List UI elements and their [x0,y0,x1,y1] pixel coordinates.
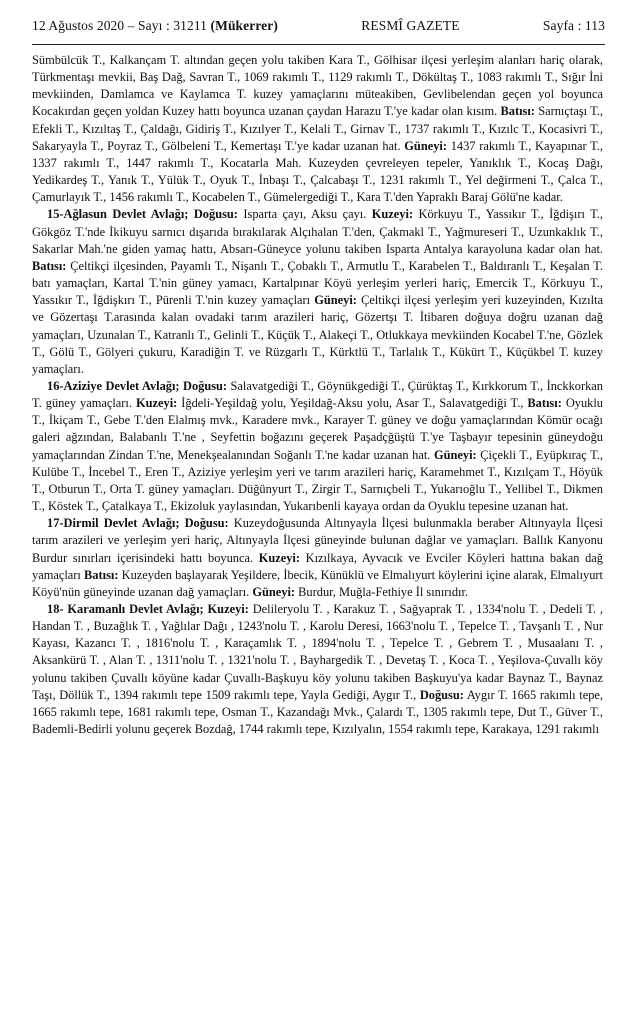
text-run: Sümbülcük T., Kalkançam T. altından geçen yolu takiben Kara T., Gölhisar ilçesi yerleşim alanları hariç olarak, Türkmentaşı mevkii, Baş Dağ, Savran T., 1069 rakımlı T., 1129 rakımlı T., Dökültaş T., 1083 rakımlı T., Sığır İni mevkiinden, Damlamca ve Kaylamca T. kuzey yamaçlarını müteakiben, Gevlibelendan geçen yol boyunca Kocakırdan geçen yoldan Kuzey hattı boyunca uzanan çaydan Harazu T.'ye kadar olan kısım. [32,53,603,119]
text-run: 1437 rakımlı T., Kayapınar T., 1337 rakımlı T., 1447 rakımlı T., Kocatarla Mah. Kuzeyden çevreleyen tepeler, Yanıklık T., Kocaş Dağı, Yedikardeş T., Yanık T., Yülük T., Oyuk T., İnbaşı T., Çalcabaşı T., 1231 rakımlı T., Yel değirmeni T., Çalca T., Çamurlayık T., 1456 rakımlı T., Kocabelen T., Gümelergediği T., Kara T.'den Yapraklı Baraj Gölü'ne kadar. [32,138,603,205]
paragraph-aglasun [32,206,603,378]
issue-repeat-label: (Mükerrer) [210,18,278,33]
text-run: Körkuyu T., Yassıkır T., İğdişırı T., Gökgöz T.'nde İkikuyu sarnıcı dışarıda bırakılarak Alçıhalan T.'den, Çakmakl T., Yağmureseri T., Uzunkaklık T., Sakarlar Mah.'ne giden yamaç hattı, Absarı-Güneyce yolunu takiben Isparta Antalya karayoluna kadar olan hat. [32,207,603,256]
bold-label: Kuzeyi: [135,396,178,411]
bold-label: Batısı: [32,258,67,273]
text-run: Çeltikçi ilçesinden, Payamlı T., Nişanlı T., Çobaklı T., Armutlu T., Karabelen T., Baldıranlı T., Keşalan T. batı yamaçları, Kartal T.'nin güney yamacı, Kartalpınar Köyü yerleşim yerleri hariç, Emercik T., Körkuyu T., Yassıkır T., İğdişkırı T., Pürenli T.'nin kuzey yamaçları [32,258,603,308]
bold-label: Kuzeyi: [258,550,300,565]
bold-label: Güneyi: [404,138,447,153]
text-run: Çeltikçi ilçesi yerleşim yeri kuzeyinden, Kızılta ve Gözertaşı T.arasında kalan ovadaki tarım arazileri hariç, Gözertşı T. İtibaren doğuya doğru uzanan dağ yamaçları, Uzunalan T., Katranlı T., Gelinli T., Küçük T., Alakeçi T., Otlukkaya mevkiinden Kocabel T.'ne, Gözlek T., Gölü T., Gölyeri çukuru, Karadiğin T. ve Rüzgarlı T., Kürktlü T., Tarlalık T., Kükürt T., Küçükbel T. kuzey yamaçları. [32,293,604,376]
text-run: Kızılkaya, Ayvacık ve Evciler Köyleri hattına bakan dağ yamaçları [32,550,603,582]
bold-label: 18- Karamanlı Devlet Avlağı; Kuzeyi: [47,602,249,616]
page-number: Sayfa : 113 [542,18,605,33]
text-run: Delileryolu T. , Karakuz T. , Sağyaprak T. , 1334'nolu T. , Dedeli T. , Handan T. , Buzağlık T. , Yağlılar Dağı , 1243'nolu T. , Karolu Deresi, 1663'nolu T. , Tepelce T. , Tavşanlı T. , Nur Kayası, Kazancı T. , 1816'nolu T. , Karaçamlık T. , 1894'nolu T. , Tepelce T. , Gebrem T. , Musaalanı T. , Aksankürü T. , Alan T. , 1311'nolu T. , 1321'nolu T. , Bayhargedik T. , Devetaş T. , Koca T. , Yeşilova-Çuvallı köy yolunu takiben Çuvallı köyüne kadar Çuvallı-Başkuyu köy yolunu takiben Başkuyu'ya kadar Baynaz T., Baynaz Taşı, Döllük T., 1394 rakımlı tepe 1509 rakımlı tepe, Yayla Gediği, Aygır T., [32,602,603,702]
paragraph-dirmil [32,515,603,601]
paragraph-continuation [32,52,603,206]
bold-label: Doğusu: [419,687,464,702]
bold-label: Kuzeyi: [371,207,414,222]
text-run: Salavatgediği T., Göynükgediği T., Çürüktaş T., Kırkkorum T., İnckkorkan T. güney yamaçları. [32,378,603,411]
page-header [32,18,605,38]
bold-label: 16-Aziziye Devlet Avlağı; Doğusu: [47,378,228,393]
paragraph-aziziye [32,378,603,515]
bold-label: Güneyi: [433,447,477,462]
bold-label: Batısı: [500,104,535,119]
issue-date-number: 12 Ağustos 2020 – Sayı : 31211 [32,18,211,33]
header-divider [32,44,605,45]
bold-label: Batısı: [84,567,119,582]
text-run: Oyuklu T., İkiçam T., Gebe T.'den Elalmış mvk., Karadere mvk., Karayer T. güney ve doğu yamaçlarından Kömür ocağı galeri ağzından, Balabanlı T.'ne , Seyfettin boğazını geçerek Paşadçğüştü T.'ye Taşbayır tepesinin güneydoğu yamaçlarından Zindan T.'ne, Menekşealanından Soğanlı T.'ne kadar uzanan hat. [32,396,604,462]
bold-label: Güneyi: [314,293,357,308]
gazette-title: RESMÎ GAZETE [361,18,460,33]
text-run: Çiçekli T., Eyüpkıraç T., Kulübe T., İncebel T., Eren T., Aziziye yerleşim yeri ve tarım arazileri hariç, Karamehmet T., Kızılçam T., Höyük T., Otburun T., Orta T. güney yamaçları. Düğünyurt T., Zirgir T., Sarnıçbeli T., Yukarıoğlu T., Yellibel T., Dikmen T., Köstek T., Çatalkaya T., Ekizoluk yaylasından, Yukarıbenli kayaya ordan da Oyuklu tepesine uzanan hat. [32,447,603,514]
bold-label: 15-Ağlasun Devlet Avlağı; Doğusu: [47,207,238,222]
issue-info [32,18,278,34]
text-run: Sarnıçtaşı T., Efekli T., Kızıltaş T., Çaldağı, Gidiriş T., Kızılyer T., Kelali T., Girnav T., 1737 rakımlı T., Kızılc T., Kocasivri T., Sakaryayla T., Poyraz T., Gölbeleni T., Kemertaşı T.'ye kadar uzanan hat. [32,104,603,153]
text-run: Burdur, Muğla-Fethiye İl sınırıdır. [295,584,469,599]
paragraph-karamanli [32,601,603,738]
text-run: Kuzeyden başlayarak Yeşildere, İbecik, Künüklü ve Elmalıyurt köylerini içine alarak, Elmalıyurt Köyü'nün güneyinde uzanan dağ yamaçları. [32,567,603,599]
bold-label: 17-Dirmil Devlet Avlağı; Doğusu: [47,516,229,531]
text-run: Aygır T. 1665 rakımlı tepe, 1665 rakımlı tepe, 1681 rakımlı tepe, Osman T., Kazandağı Mvk., Çalardı T., 1305 rakımlı tepe, Dut T., Güver T., Bademli-Bedirli yolunu geçerek Bozdağ, 1744 rakımlı tepe, Kızılyalın, 1554 rakımlı tepe, Karakaya, 1291 rakımlı [32,687,603,737]
document-body [32,52,603,738]
text-run: Isparta çayı, Aksu çayı. [237,207,372,222]
text-run: İğdeli-Yeşildağ yolu, Yeşildağ-Aksu yolu, Asar T., Salavatgediği T., [177,396,528,411]
text-run: Kuzeydoğusunda Altınyayla İlçesi bulunmakla beraber Altınyayla İlçesi tarım arazileri ve yerleşim yeri hariç, Altınyayla İlçesi güneyinde bulunan dağlar ve yamaçları. Ballık Kanyonu Burdur sınırları içerisindeki hattı boyunca. [32,516,603,565]
bold-label: Güneyi: [252,584,296,599]
bold-label: Batısı: [527,396,562,411]
